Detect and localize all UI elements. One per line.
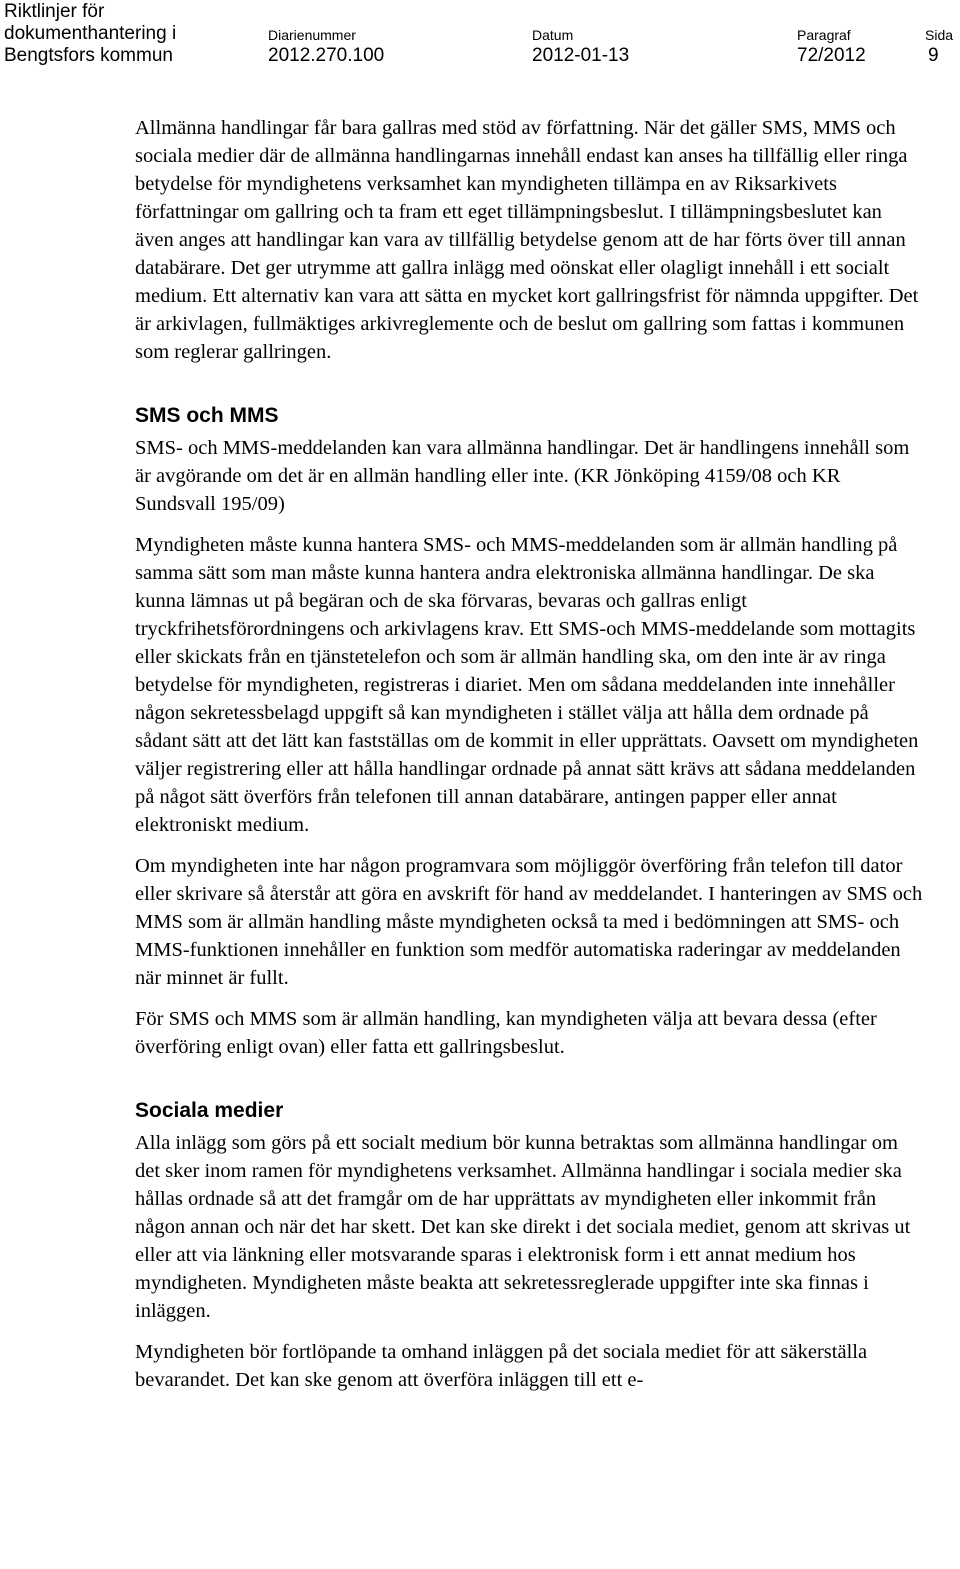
datum-label: Datum bbox=[532, 27, 574, 43]
sida-label: Sida bbox=[925, 27, 954, 43]
document-title-line-1: Riktlinjer för bbox=[4, 1, 105, 22]
document-title-line-2: dokumenthantering i bbox=[4, 23, 177, 44]
document-body bbox=[135, 114, 925, 1394]
intro-paragraph: Allmänna handlingar får bara gallras med stöd av författning. När det gäller SMS, MMS och sociala medier där de allmänna handlingarnas innehåll endast kan anses ha tillfällig eller ringa betydelse för myndighetens verksamhet kan myndigheten tillämpa en av Riksarkivets författningar om gallring och ta fram ett eget tillämpningsbeslut. I tillämpningsbeslutet kan även anges att handlingar kan vara av tillfällig betydelse genom att de har förts över till annan databärare. Det ger utrymme att gallra inlägg med oönskat eller olagligt innehåll i ett socialt medium. Ett alternativ kan vara att sätta en mycket kort gallringsfrist för nämnda uppgifter. Det är arkivlagen, fullmäktiges arkivreglemente och de beslut om gallring som fattas i kommunen som reglerar gallringen. bbox=[135, 117, 919, 363]
document-header bbox=[0, 0, 960, 80]
datum-value: 2012-01-13 bbox=[532, 45, 630, 66]
sms-paragraph-2: Myndigheten måste kunna hantera SMS- och MMS-meddelanden som är allmän handling på samma sätt som man måste kunna hantera andra elektroniska allmänna handlingar. De ska kunna lämnas ut på begäran och de ska förvaras, bevaras och gallras enligt tryckfrihetsförordningens och arkivlagens krav. Ett SMS-och MMS-meddelande som mottagits eller skickats från en tjänstetelefon och som är allmän handling ska, om den inte är av ringa betydelse för myndigheten, registreras i diariet. Men om sådana meddelanden inte innehåller någon sekretessbelagd uppgift så kan myndigheten i stället välja att hålla dem ordnade på sådant sätt att det lätt kan fastställas om de kommit in eller upprättats. Oavsett om myndigheten väljer registrering eller att hålla handlingar ordnade på annat sätt krävs att sådana meddelanden på något sätt överförs från telefonen till annan databärare, antingen papper eller annat elektroniskt medium. bbox=[135, 534, 919, 836]
diarienummer-label: Diarienummer bbox=[268, 27, 356, 43]
sms-mms-heading: SMS och MMS bbox=[135, 404, 279, 427]
diarienummer-value: 2012.270.100 bbox=[268, 45, 385, 66]
sms-paragraph-4: För SMS och MMS som är allmän handling, kan myndigheten välja att bevara dessa (efter överföring enligt ovan) eller fatta ett gallringsbeslut. bbox=[135, 1008, 877, 1058]
sms-paragraph-3: Om myndigheten inte har någon programvara som möjliggör överföring från telefon till dator eller skrivare så återstår att göra en avskrift för hand av meddelandet. I hanteringen av SMS och MMS som är allmän handling måste myndigheten också ta med i bedömningen att SMS- och MMS-funktionen innehåller en funktion som medför automatiska raderingar av meddelanden när minnet är fullt. bbox=[135, 855, 923, 989]
social-paragraph-1: Alla inlägg som görs på ett socialt medium bör kunna betraktas som allmänna handlingar om det sker inom ramen för myndighetens verksamhet. Allmänna handlingar i sociala medier ska hållas ordnade så att det framgår om de har upprättats av myndigheten eller inkommit från någon annan och när det har skett. Det kan ske direkt i det sociala mediet, genom att skrivas ut eller att via länkning eller motsvarande sparas i elektronisk form i ett annat medium hos myndigheten. Myndigheten måste beakta att sekretessreglerade uppgifter inte ska finnas i inläggen. bbox=[135, 1132, 911, 1322]
sms-paragraph-1: SMS- och MMS-meddelanden kan vara allmänna handlingar. Det är handlingens innehåll som är avgörande om det är en allmän handling eller inte. (KR Jönköping 4159/08 och KR Sundsvall 195/09) bbox=[135, 437, 910, 515]
social-media-heading: Sociala medier bbox=[135, 1099, 284, 1122]
paragraf-label: Paragraf bbox=[797, 27, 851, 43]
paragraf-value: 72/2012 bbox=[797, 45, 866, 66]
page-number: 9 bbox=[928, 45, 939, 66]
document-title-line-3: Bengtsfors kommun bbox=[4, 45, 173, 66]
social-paragraph-2: Myndigheten bör fortlöpande ta omhand inläggen på det sociala mediet för att säkerställa bevarandet. Det kan ske genom att överföra inläggen till ett e- bbox=[135, 1341, 868, 1391]
